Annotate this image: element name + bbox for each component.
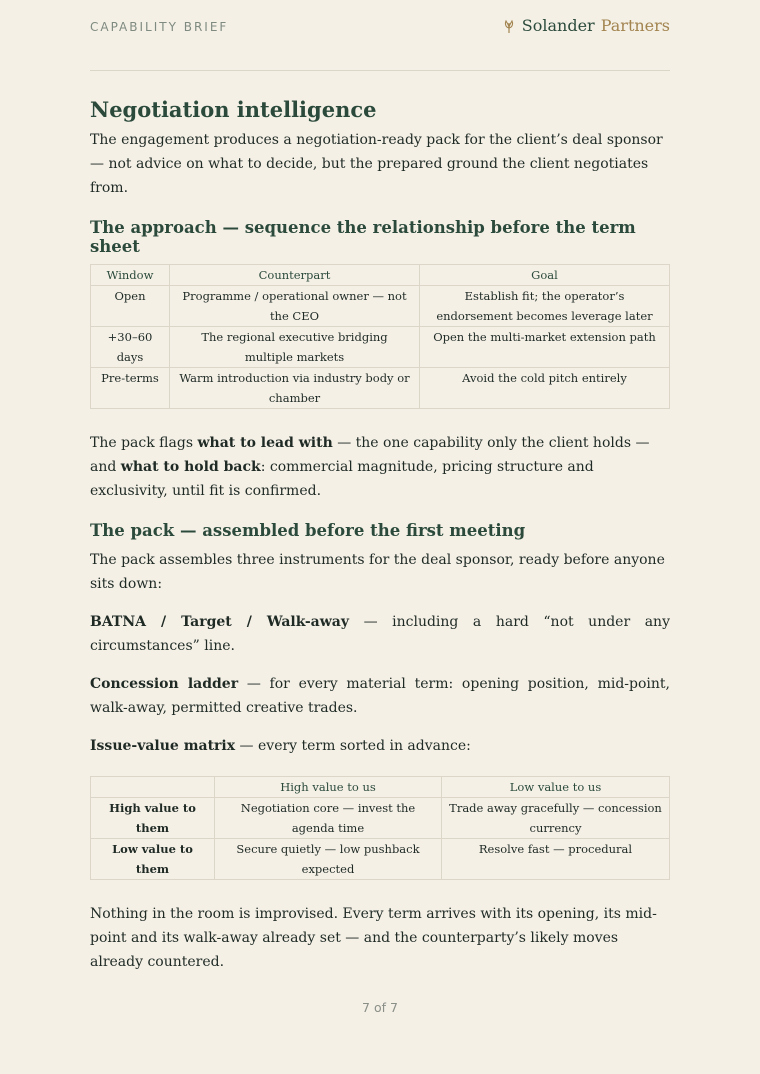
page-number: 7 of 7	[362, 1000, 398, 1015]
approach-table	[90, 264, 670, 409]
table-header-row	[91, 777, 670, 798]
brand-name: Solander	[521, 16, 595, 35]
brand-logo	[502, 16, 670, 35]
table-cell: The regional executive bridging multiple markets	[170, 327, 420, 368]
column-header-low-value-to-us: Low value to us	[442, 777, 670, 798]
table-cell: Pre-terms	[91, 368, 170, 409]
column-header-empty	[91, 777, 215, 798]
table-row	[91, 839, 670, 880]
column-header-goal: Goal	[420, 265, 670, 286]
table-row	[91, 798, 670, 839]
table-cell: Avoid the cold pitch entirely	[420, 368, 670, 409]
table-cell: Warm introduction via industry body or chamber	[170, 368, 420, 409]
item-term: Concession ladder	[90, 676, 239, 692]
closing-paragraph: Nothing in the room is improvised. Every term arrives with its opening, its mid-point and its walk-away already set — and the counterparty’s likely moves already countered.	[90, 906, 657, 970]
table-cell: Programme / operational owner — not the CEO	[170, 286, 420, 327]
table-row	[91, 368, 670, 409]
table-cell: Establish fit; the operator’s endorsement becomes leverage later	[420, 286, 670, 327]
table-cell: Secure quietly — low pushback expected	[215, 839, 442, 880]
page-title: Negotiation intelligence	[90, 97, 377, 122]
pack-heading: The pack — assembled before the first meeting	[90, 521, 526, 540]
flags-paragraph: The pack flags what to lead with — the one capability only the client holds — and what to hold back: commercial magnitude, pricing structure and exclusivity, until fit is confirmed.	[90, 435, 650, 499]
hold-back-emphasis: what to hold back	[120, 459, 261, 475]
issue-value-matrix	[90, 776, 670, 880]
item-term: BATNA / Target / Walk-away	[90, 614, 350, 630]
lead-with-emphasis: what to lead with	[197, 435, 333, 451]
item-term: Issue-value matrix	[90, 738, 236, 754]
list-item: BATNA / Target / Walk-away — including a hard “not under any circumstances” line.	[90, 614, 670, 654]
table-cell: Trade away gracefully — concession currency	[442, 798, 670, 839]
table-row	[91, 286, 670, 327]
table-cell: Negotiation core — invest the agenda time	[215, 798, 442, 839]
table-cell: Open	[91, 286, 170, 327]
pack-intro: The pack assembles three instruments for the deal sponsor, ready before anyone sits down:	[90, 552, 665, 592]
intro-paragraph: The engagement produces a negotiation-ready pack for the client’s deal sponsor — not advice on what to decide, but the prepared ground the client negotiates from.	[90, 132, 663, 196]
table-header-row	[91, 265, 670, 286]
table-cell: +30–60 days	[91, 327, 170, 368]
table-row	[91, 327, 670, 368]
column-header-high-value-to-us: High value to us	[215, 777, 442, 798]
brand-accent: Partners	[600, 16, 670, 35]
list-item: Concession ladder — for every material term: opening position, mid-point, walk-away, permitted creative trades.	[90, 676, 670, 716]
approach-heading: The approach — sequence the relationship before the term sheet	[90, 218, 636, 256]
eyebrow-label: CAPABILITY BRIEF	[90, 20, 229, 34]
page-header	[90, 0, 670, 71]
column-header-window: Window	[91, 265, 170, 286]
column-header-counterpart: Counterpart	[170, 265, 420, 286]
table-cell: Resolve fast — procedural	[442, 839, 670, 880]
row-header: High value to them	[91, 798, 215, 839]
row-header: Low value to them	[91, 839, 215, 880]
leaf-icon	[502, 18, 516, 34]
table-cell: Open the multi-market extension path	[420, 327, 670, 368]
list-item: Issue-value matrix — every term sorted in advance:	[90, 738, 471, 754]
